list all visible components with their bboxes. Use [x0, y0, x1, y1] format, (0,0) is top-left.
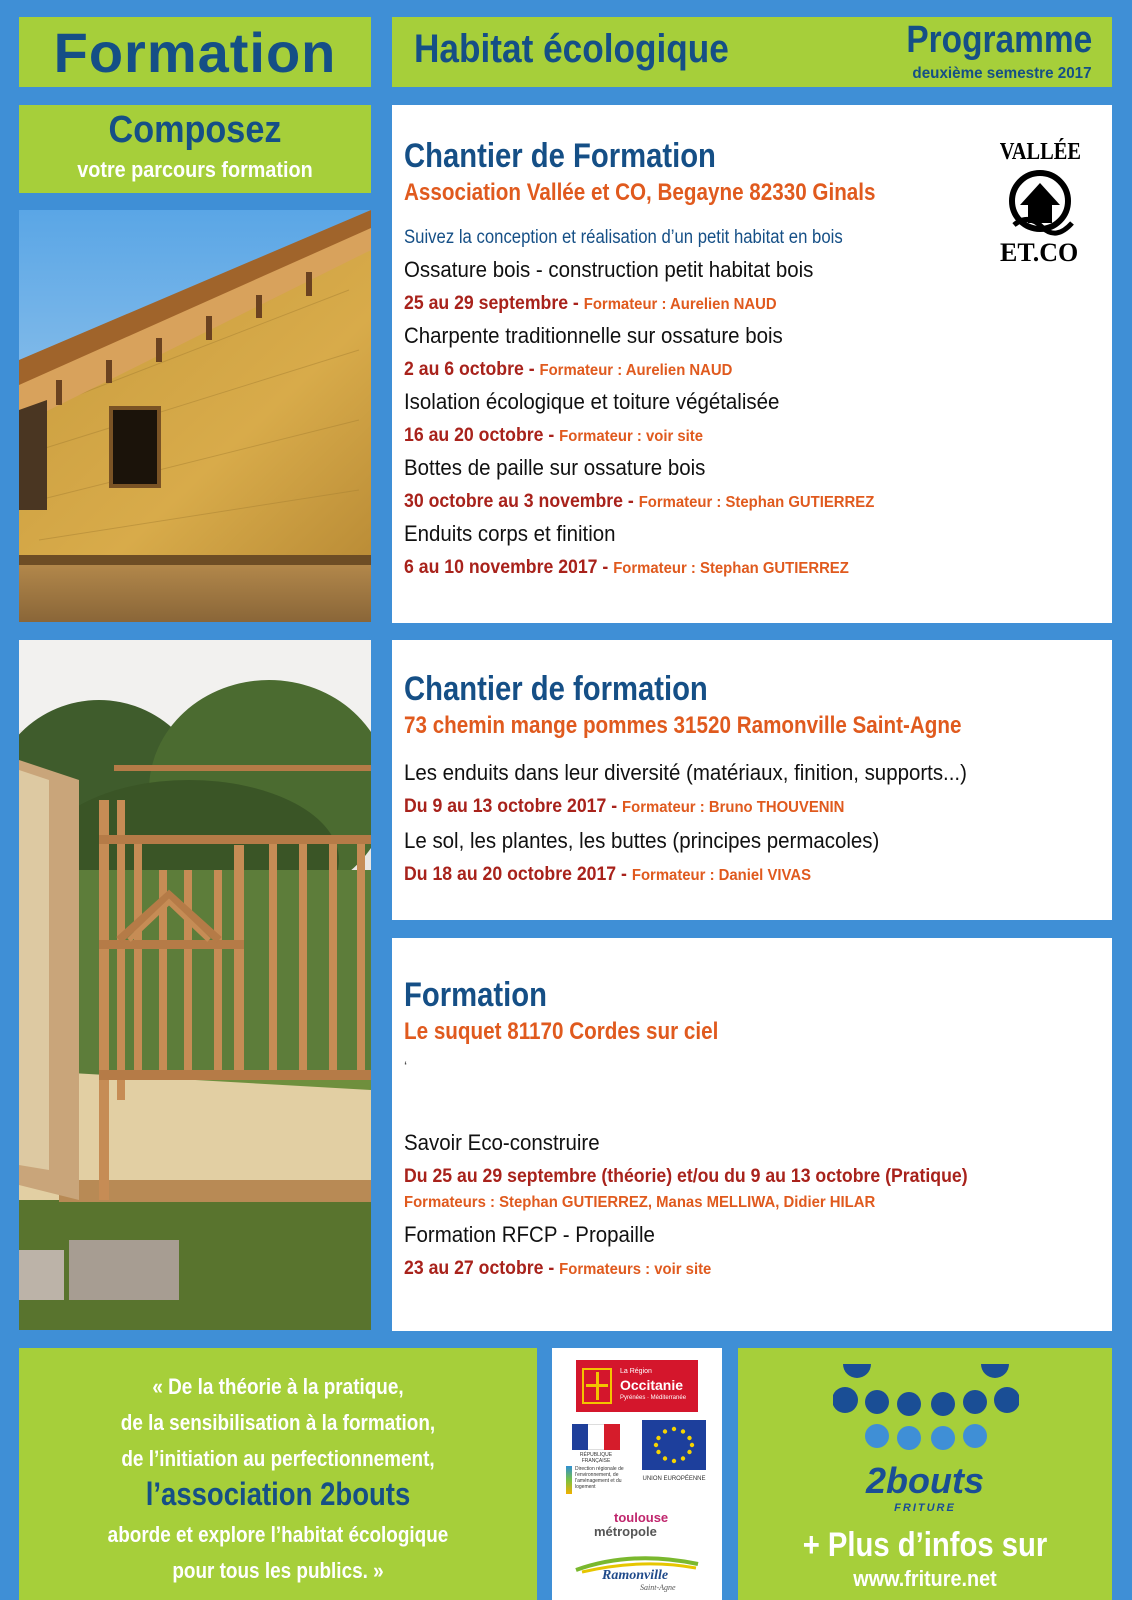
section1-intro: Suivez la conception et réalisation d’un petit habitat en bois [404, 227, 843, 248]
course-name: Bottes de paille sur ossature bois [404, 455, 706, 480]
2bouts-dots-icon [833, 1360, 1019, 1464]
course-trainer: Formateur : Bruno THOUVENIN [622, 799, 845, 816]
eu-flag-icon [642, 1420, 706, 1470]
header-programme: Programme [906, 19, 1092, 61]
header-program [392, 17, 1112, 87]
quote-box [19, 1348, 537, 1600]
partner-logos [552, 1348, 722, 1600]
course-date-text: 2 au 6 octobre - [404, 359, 540, 380]
occitanie-sub: Pyrénées · Méditerranée [620, 1395, 687, 1401]
course-trainer: Formateur : Daniel VIVAS [631, 867, 812, 884]
svg-text:VALLÉE: VALLÉE [999, 137, 1081, 165]
quote-line: de la sensibilisation à la formation, [120, 1410, 436, 1435]
section2-title: Chantier de formation [404, 670, 708, 708]
occitanie-name: Occitanie [620, 1377, 684, 1393]
course-date [404, 293, 777, 315]
plus-infos: + Plus d’infos sur [802, 1526, 1048, 1564]
quote-association: l’association 2bouts [145, 1476, 411, 1512]
vallee-logo [998, 135, 1082, 265]
website-link[interactable]: www.friture.net [853, 1566, 997, 1591]
section1-address: Association Vallée et CO, Begayne 82330 Ginals [404, 179, 876, 206]
timber-frame-photo [19, 640, 371, 1330]
course-date [404, 1258, 711, 1280]
dreal-bar-icon [566, 1466, 572, 1494]
course-date-text: 23 au 27 octobre - [404, 1258, 560, 1279]
quote-line: de l’initiation au perfectionnement, [121, 1446, 435, 1471]
toulouse-text: toulouse [614, 1510, 669, 1525]
info-box [738, 1348, 1112, 1600]
composez-title: Composez [108, 109, 282, 151]
quote-line: « De la théorie à la pratique, [152, 1374, 404, 1399]
dreal-text: Direction régionale de l'environnement, de l'aménagement et du logement [575, 1466, 624, 1490]
course-name: Les enduits dans leur diversité (matériaux, finition, supports...) [404, 760, 967, 785]
course-name: Formation RFCP - Propaille [404, 1222, 655, 1247]
section3-title: Formation [404, 976, 547, 1014]
course-trainer: Formateur : Aurelien NAUD [583, 296, 777, 313]
french-flag-icon [572, 1424, 620, 1450]
course-date-text: 6 au 10 novembre 2017 - [404, 557, 614, 578]
course-date-text: Du 9 au 13 octobre 2017 - [404, 796, 623, 817]
toulouse-metropole-logo [594, 1510, 684, 1544]
course-date-text: 25 au 29 septembre - [404, 293, 584, 314]
metropole-text: métropole [594, 1524, 657, 1539]
course-trainer: Formateur : Aurelien NAUD [539, 362, 733, 379]
header-formation [19, 17, 371, 87]
rf-text: RÉPUBLIQUE FRANÇAISE [579, 1452, 613, 1464]
course-name: Le sol, les plantes, les buttes (principes permacoles) [404, 828, 880, 853]
course-date-text: Du 18 au 20 octobre 2017 - [404, 864, 632, 885]
course-date [404, 425, 703, 447]
course-trainers: Formateurs : Stephan GUTIERREZ, Manas MELLIWA, Didier HILAR [404, 1194, 876, 1211]
section3-address: Le suquet 81170 Cordes sur ciel [404, 1018, 719, 1045]
course-date [404, 864, 811, 886]
course-name: Enduits corps et finition [404, 521, 616, 546]
course-name: Charpente traditionnelle sur ossature bois [404, 323, 783, 348]
composez-subtitle: votre parcours formation [77, 157, 313, 182]
course-name: Isolation écologique et toiture végétalisée [404, 389, 780, 414]
course-date [404, 359, 732, 381]
course-date [404, 491, 874, 513]
prefet-logo [566, 1422, 626, 1500]
course-date-text: 30 octobre au 3 novembre - [404, 491, 639, 512]
ramonville-sub: Saint-Agne [640, 1583, 676, 1592]
eu-text: UNION EUROPÉENNE [642, 1476, 706, 1482]
quote-line: pour tous les publics. » [172, 1558, 384, 1583]
header-semestre: deuxième semestre 2017 [912, 65, 1092, 82]
section2-address: 73 chemin mange pommes 31520 Ramonville Saint-Agne [404, 712, 962, 739]
straw-house-photo [19, 210, 371, 622]
ramonville-logo [572, 1554, 702, 1594]
course-date: Du 25 au 29 septembre (théorie) et/ou du 9 au 13 octobre (Pratique) [404, 1166, 968, 1187]
course-trainer: Formateurs : voir site [559, 1261, 712, 1278]
course-date-text: 16 au 20 octobre - [404, 425, 560, 446]
section-formation-cordes [392, 938, 1112, 1331]
section-chantier-ramonville [392, 640, 1112, 920]
occitanie-small: La Région [620, 1368, 652, 1375]
svg-text:ET.CO: ET.CO [1000, 238, 1079, 265]
course-trainer: Formateur : Stephan GUTIERREZ [638, 494, 875, 511]
course-trainer: Formateur : voir site [559, 428, 704, 445]
header-habitat-title: Habitat écologique [414, 27, 729, 71]
course-name: Savoir Eco-construire [404, 1130, 600, 1155]
stray-mark: ‘ [404, 1058, 408, 1074]
course-date [404, 557, 849, 579]
2bouts-sub: FRITURE [894, 1502, 956, 1514]
course-name: Ossature bois - construction petit habitat bois [404, 257, 814, 282]
quote-line: aborde et explore l’habitat écologique [107, 1522, 449, 1547]
course-trainer: Formateur : Stephan GUTIERREZ [613, 560, 849, 577]
composez-banner [19, 105, 371, 193]
occitanie-cross-icon [582, 1368, 612, 1404]
section1-title: Chantier de Formation [404, 137, 716, 175]
occitanie-logo [576, 1360, 698, 1412]
eu-logo [638, 1420, 710, 1498]
header-formation-title: Formation [53, 20, 337, 84]
ramonville-text: Ramonville [602, 1568, 669, 1583]
course-date [404, 796, 844, 818]
section-chantier-ginals [392, 105, 1112, 623]
2bouts-brand: 2bouts [865, 1460, 984, 1501]
